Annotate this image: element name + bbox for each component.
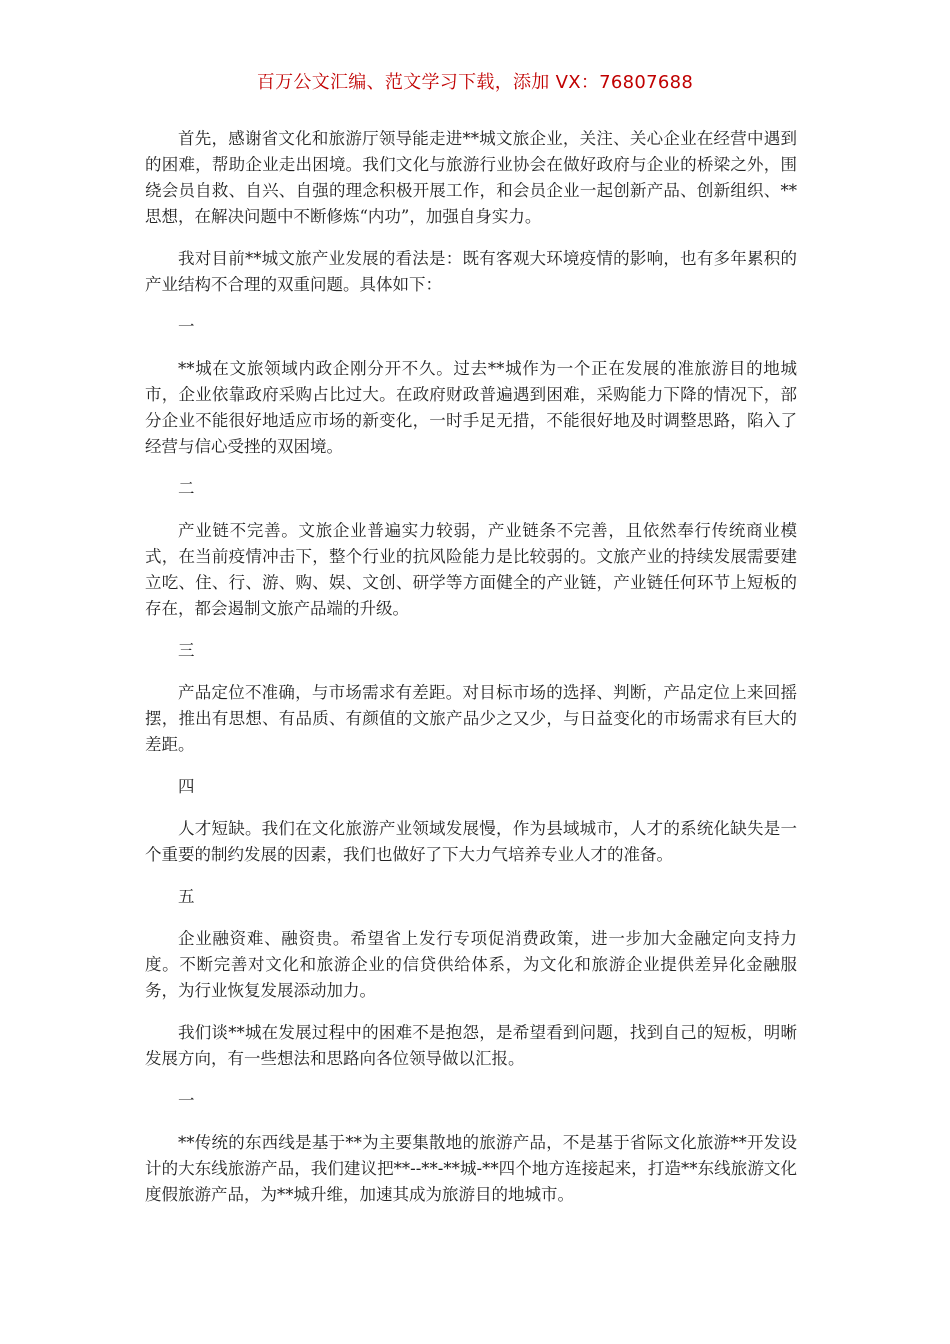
document-body	[145, 126, 797, 1224]
paragraph-suggestion-1: **传统的东西线是基于**为主要集散地的旅游产品，不是基于省际文化旅游**开发设计的大东线旅游产品，我们建议把**--**-**城-**四个地方连接起来，打造**东线旅游文化度假旅游产品，为**城升维，加速其成为旅游目的地城市。	[145, 1133, 797, 1204]
section-marker-3: 三	[178, 641, 195, 660]
section-marker-suggest-1: 一	[178, 1091, 195, 1110]
section-marker-4: 四	[178, 777, 195, 796]
paragraph-point-4: 人才短缺。我们在文化旅游产业领域发展慢，作为县域城市，人才的系统化缺失是一个重要的制约发展的因素，我们也做好了下大力气培养专业人才的准备。	[145, 819, 797, 864]
section-marker-5: 五	[178, 887, 195, 906]
section-marker-1: 一	[178, 317, 195, 336]
paragraph-point-2: 产业链不完善。文旅企业普遍实力较弱，产业链条不完善，且依然奉行传统商业模式，在当前疫情冲击下，整个行业的抗风险能力是比较弱的。文旅产业的持续发展需要建立吃、住、行、游、购、娱、文创、研学等方面健全的产业链，产业链任何环节上短板的存在，都会遏制文旅产品端的升级。	[145, 521, 797, 618]
paragraph-point-5: 企业融资难、融资贵。希望省上发行专项促消费政策，进一步加大金融定向支持力度。不断完善对文化和旅游企业的信贷供给体系，为文化和旅游企业提供差异化金融服务，为行业恢复发展添动加力。	[145, 929, 797, 1000]
paragraph-summary: 我们谈**城在发展过程中的困难不是抱怨，是希望看到问题，找到自己的短板，明晰发展方向，有一些想法和思路向各位领导做以汇报。	[145, 1023, 797, 1068]
paragraph-point-3: 产品定位不准确，与市场需求有差距。对目标市场的选择、判断，产品定位上来回摇摆，推出有思想、有品质、有颜值的文旅产品少之又少，与日益变化的市场需求有巨大的差距。	[145, 683, 797, 754]
paragraph-view: 我对目前**城文旅产业发展的看法是：既有客观大环境疫情的影响，也有多年累积的产业结构不合理的双重问题。具体如下：	[145, 249, 797, 294]
section-marker-2: 二	[178, 479, 195, 498]
header-banner: 百万公文汇编、范文学习下载，添加 VX：76807688	[256, 72, 694, 93]
paragraph-point-1: **城在文旅领域内政企刚分开不久。过去**城作为一个正在发展的准旅游目的地城市，企业依靠政府采购占比过大。在政府财政普遍遇到困难，采购能力下降的情况下，部分企业不能很好地适应市场的新变化，一时手足无措，不能很好地及时调整思路，陷入了经营与信心受挫的双困境。	[145, 359, 797, 456]
paragraph-intro: 首先，感谢省文化和旅游厅领导能走进**城文旅企业，关注、关心企业在经营中遇到的困难，帮助企业走出困境。我们文化与旅游行业协会在做好政府与企业的桥梁之外，围绕会员自救、自兴、自强的理念积极开展工作，和会员企业一起创新产品、创新组织、**思想，在解决问题中不断修炼“内功”，加强自身实力。	[145, 129, 797, 226]
